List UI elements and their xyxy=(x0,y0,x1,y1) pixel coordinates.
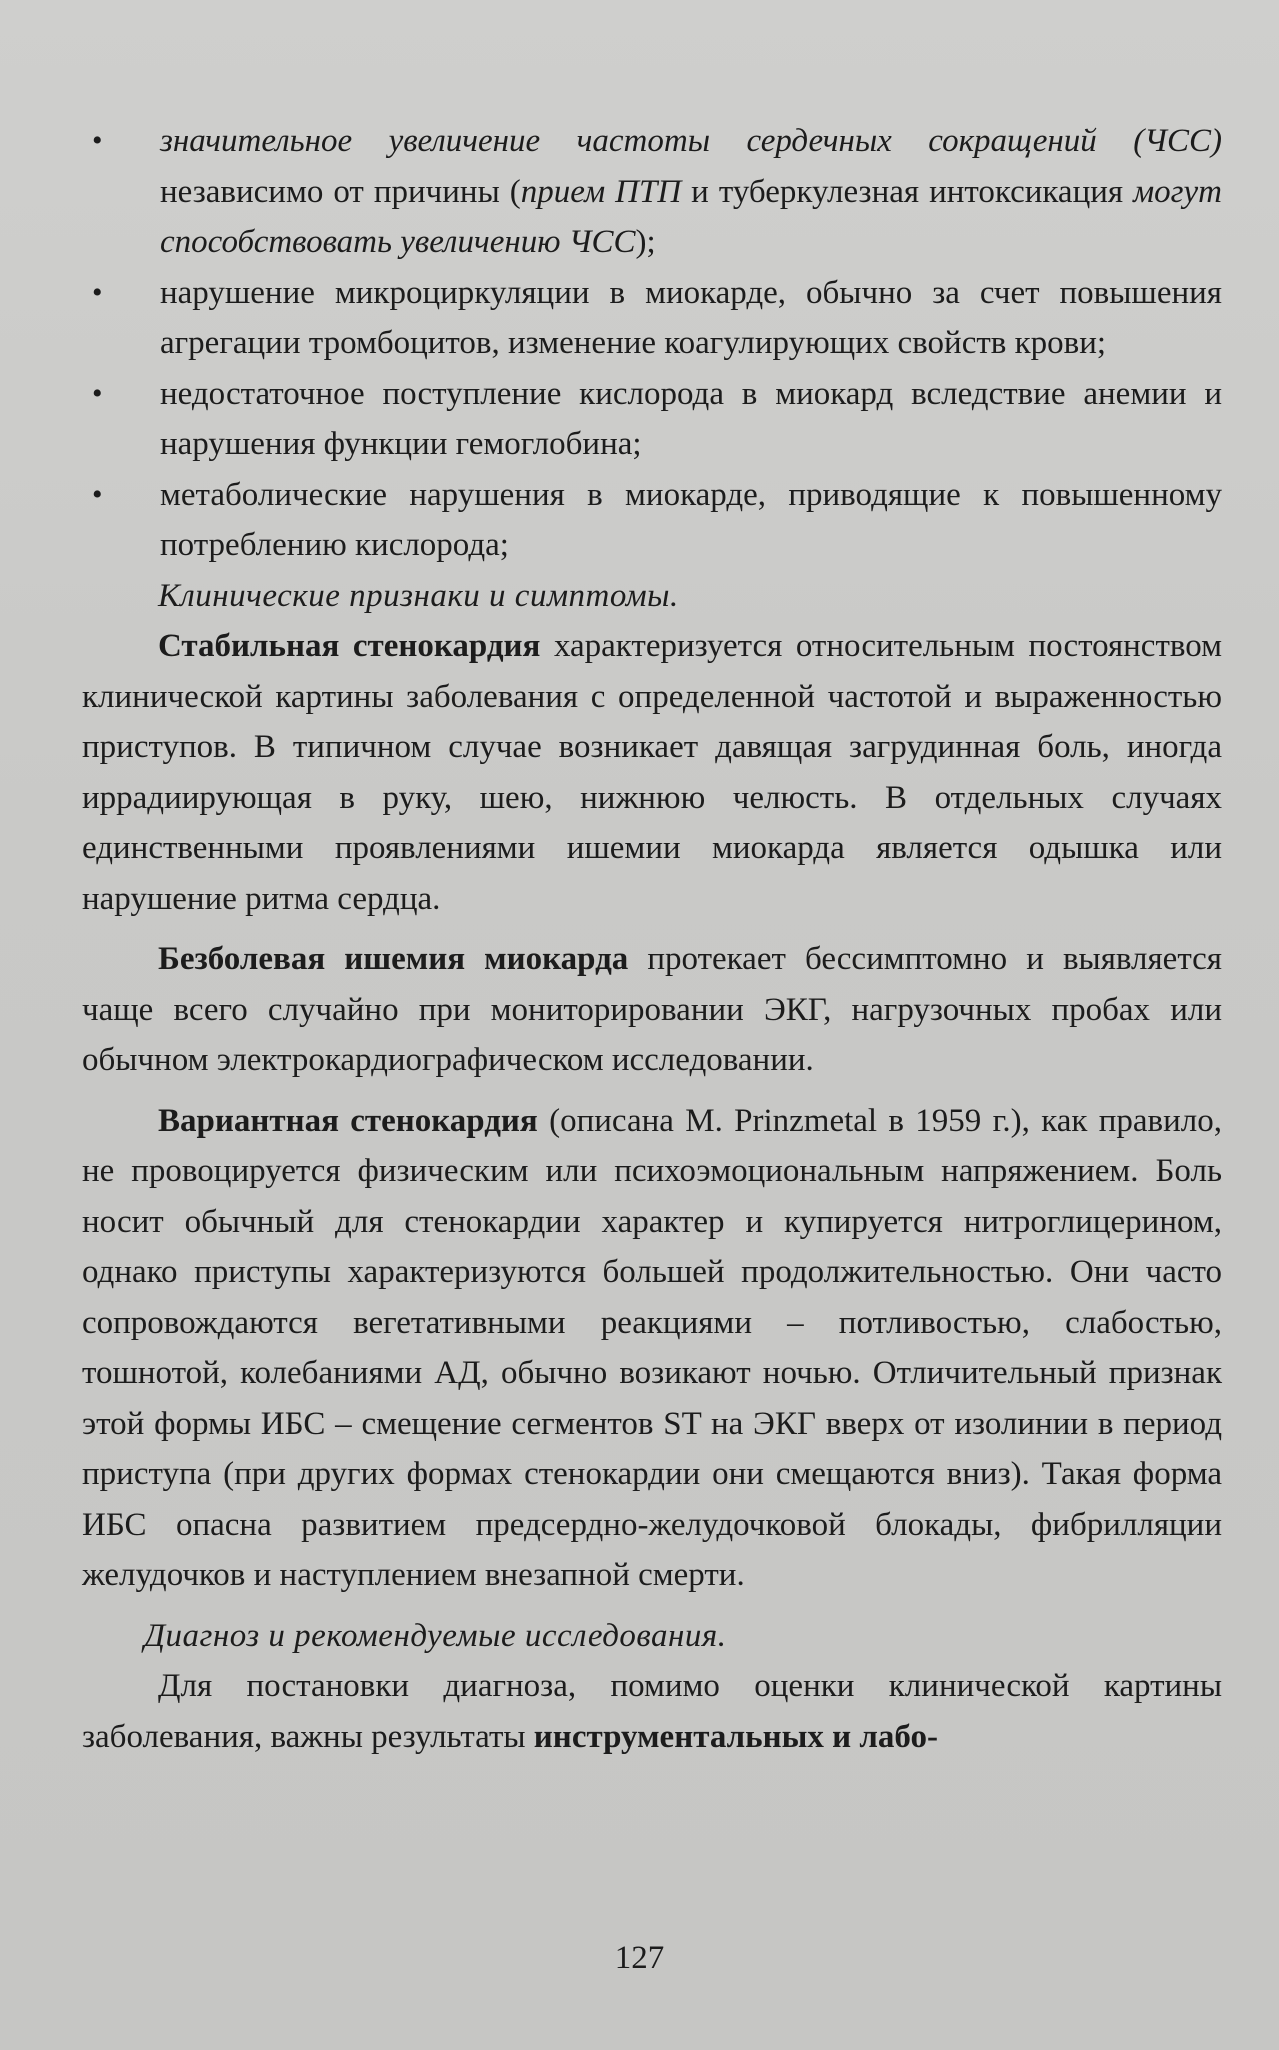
list-item-text: независимо от причины ( xyxy=(160,173,521,210)
bullet-icon: • xyxy=(92,376,103,410)
list-item-italic: могут способствовать увеличению ЧСС xyxy=(160,173,1223,260)
term-silent-ischemia: Безболевая ишемия миокарда xyxy=(158,941,629,977)
list-item-text: ); xyxy=(635,224,656,260)
paragraph-diagnosis xyxy=(82,1661,1222,1762)
list-item xyxy=(82,369,1222,470)
paragraph-silent-ischemia xyxy=(82,934,1222,1086)
paragraph-text: протекает бессимптомно и выявляется чаще всего случайно при мониторировании ЭКГ, нагрузочных пробах или обычном электрокардиографическом исследовании. xyxy=(82,941,1222,1078)
list-item-text: нарушение микроциркуляции в миокарде, обычно за счет повышения агрегации тромбоцитов, изменение коагулирующих свойств крови; xyxy=(160,274,1222,361)
page-number: 127 xyxy=(614,1940,665,1976)
paragraph-variant-angina xyxy=(82,1096,1222,1601)
paragraph-text: (описана M. Prinzmetal в 1959 г.), как правило, не провоцируется физическим или психоэмоциональным напряжением. Боль носит обычный для стенокардии характер и купируется нитроглицерином, однако приступы характеризуются большей продолжительностью. Они часто сопровождаются вегетативными реакциями – потливостью, слабостью, тошнотой, колебаниями АД, обычно возикают ночью. Отличительный признак этой формы ИБС – смещение сегментов ST на ЭКГ вверх от изолинии в период приступа (при других формах стенокардии они смещаются вниз). Такая форма ИБС опасна развитием предсердно-желудочковой блокады, фибрилляции желудочков и наступлением внезапной смерти. xyxy=(82,1102,1222,1593)
list-item-text: метаболические нарушения в миокарде, приводящие к повышенному потреблению кислорода; xyxy=(160,476,1222,563)
section-heading-diagnosis: Диагноз и рекомендуемые исследования. xyxy=(144,1617,727,1654)
list-item-italic: прием ПТП xyxy=(520,173,682,210)
list-item-text: недостаточное поступление кислорода в миокард вследствие анемии и нарушения функции гемоглобина; xyxy=(160,375,1222,462)
term-stable-angina: Стабильная стенокардия xyxy=(158,628,541,664)
list-item xyxy=(82,116,1222,268)
paragraph-text: Для постановки диагноза, помимо оценки клинической картины заболевания, важны результаты xyxy=(82,1668,1222,1755)
cause-list xyxy=(82,116,1222,571)
section-heading-clinical: Клинические признаки и симптомы. xyxy=(158,577,679,614)
paragraph-text: характеризуется относительным постоянством клинической картины заболевания с определенной частотой и выраженностью приступов. В типичном случае возникает давящая загрудинная боль, иногда иррадиирующая в руку, шею, нижнюю челюсть. В отдельных случаях единственными проявлениями ишемии миокарда является одышка или нарушение ритма сердца. xyxy=(82,628,1222,917)
bullet-icon: • xyxy=(92,477,103,511)
list-item xyxy=(82,268,1222,369)
list-item-text: и туберкулезная интоксикация xyxy=(681,173,1134,210)
paragraph-stable-angina xyxy=(82,621,1222,924)
term-instrumental: инструментальных и лабо- xyxy=(533,1718,938,1755)
list-item-italic: значительное увеличение частоты сердечных сокращений (ЧСС) xyxy=(160,123,1222,159)
page-content xyxy=(82,116,1222,1762)
bullet-icon: • xyxy=(92,275,103,309)
list-item xyxy=(82,470,1222,571)
bullet-icon: • xyxy=(92,124,103,157)
term-variant-angina: Вариантная стенокардия xyxy=(158,1102,538,1139)
